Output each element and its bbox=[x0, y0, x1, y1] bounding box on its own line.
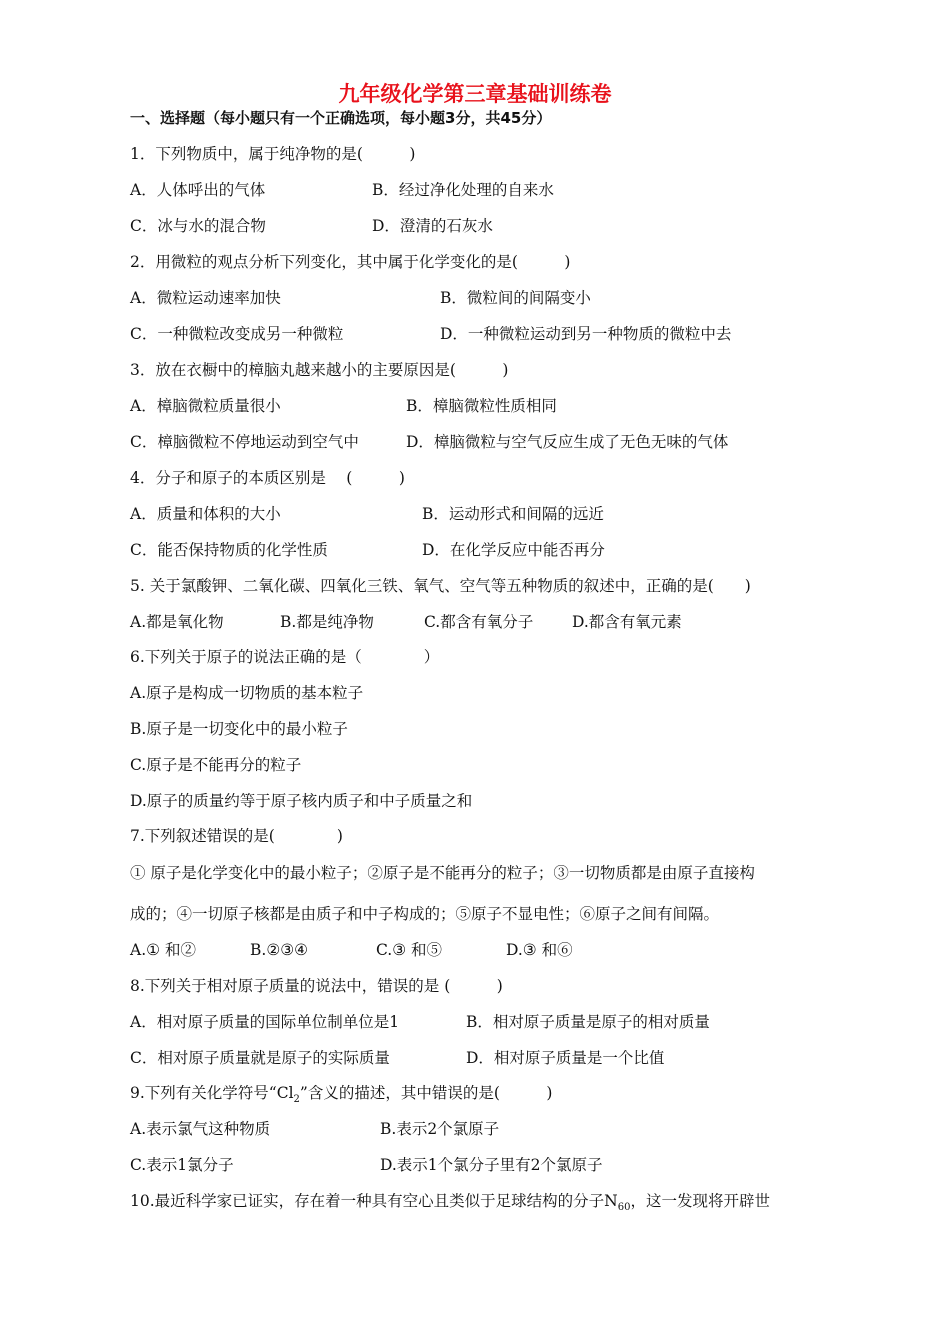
question-1-option-d: D．澄清的石灰水 bbox=[372, 217, 493, 235]
question-5-option-c: C.都含有氧分子 bbox=[424, 613, 534, 631]
question-5-option-d: D.都含有氧元素 bbox=[572, 613, 682, 631]
question-6-option-a: A.原子是构成一切物质的基本粒子 bbox=[130, 684, 364, 702]
question-2-option-d: D．一种微粒运动到另一种物质的微粒中去 bbox=[440, 325, 732, 343]
question-3-option-c: C．樟脑微粒不停地运动到空气中 bbox=[130, 433, 359, 451]
question-7-option-d: D.③ 和⑥ bbox=[506, 941, 573, 959]
question-10-stem-text: 10.最近科学家已证实，存在着一种具有空心且类似于足球结构的分子N bbox=[130, 1192, 618, 1210]
question-9-stem-text-end: ”含义的描述，其中错误的是( ) bbox=[299, 1084, 553, 1102]
question-10-stem bbox=[130, 1191, 770, 1218]
question-9-stem bbox=[130, 1083, 552, 1110]
question-9-option-b: B.表示2个氯原子 bbox=[380, 1120, 500, 1138]
question-4-option-b: B．运动形式和间隔的远近 bbox=[422, 505, 604, 523]
question-6-option-b: B.原子是一切变化中的最小粒子 bbox=[130, 720, 348, 738]
question-10-stem-text-end: ，这一发现将开辟世 bbox=[630, 1192, 770, 1210]
question-3-stem: 3．放在衣橱中的樟脑丸越来越小的主要原因是( ) bbox=[130, 361, 509, 379]
question-7-statements-line-1: ① 原子是化学变化中的最小粒子；②原子是不能再分的粒子；③一切物质都是由原子直接构 bbox=[130, 864, 755, 882]
question-8-option-d: D．相对原子质量是一个比值 bbox=[466, 1049, 665, 1067]
question-2-option-a: A．微粒运动速率加快 bbox=[130, 289, 281, 307]
exam-title: 九年级化学第三章基础训练卷 bbox=[338, 82, 612, 106]
question-4-option-c: C．能否保持物质的化学性质 bbox=[130, 541, 328, 559]
question-9-option-a: A.表示氯气这种物质 bbox=[130, 1120, 271, 1138]
question-1-option-c: C．冰与水的混合物 bbox=[130, 217, 266, 235]
question-8-option-c: C．相对原子质量就是原子的实际质量 bbox=[130, 1049, 390, 1067]
question-9-option-c: C.表示1氯分子 bbox=[130, 1156, 234, 1174]
question-4-option-d: D．在化学反应中能否再分 bbox=[422, 541, 605, 559]
question-7-stem: 7.下列叙述错误的是( ) bbox=[130, 827, 343, 845]
question-8-stem: 8.下列关于相对原子质量的说法中，错误的是 ( ) bbox=[130, 977, 503, 995]
question-3-option-b: B．樟脑微粒性质相同 bbox=[406, 397, 557, 415]
question-7-option-c: C.③ 和⑤ bbox=[376, 941, 443, 959]
question-4-option-a: A．质量和体积的大小 bbox=[130, 505, 281, 523]
question-3-option-a: A．樟脑微粒质量很小 bbox=[130, 397, 281, 415]
question-1-option-a: A．人体呼出的气体 bbox=[130, 181, 266, 199]
question-6-option-c: C.原子是不能再分的粒子 bbox=[130, 756, 302, 774]
question-1-stem: 1．下列物质中，属于纯净物的是( ) bbox=[130, 145, 416, 163]
question-6-option-d: D.原子的质量约等于原子核内质子和中子质量之和 bbox=[130, 792, 473, 810]
question-2-option-b: B．微粒间的间隔变小 bbox=[440, 289, 591, 307]
question-5-option-a: A.都是氧化物 bbox=[130, 613, 224, 631]
question-1-option-b: B．经过净化处理的自来水 bbox=[372, 181, 554, 199]
section-heading: 一、选择题（每小题只有一个正确选项，每小题3分，共45分） bbox=[130, 109, 552, 127]
question-8-option-a: A．相对原子质量的国际单位制单位是1 bbox=[130, 1013, 400, 1031]
question-2-option-c: C．一种微粒改变成另一种微粒 bbox=[130, 325, 344, 343]
question-7-statements-line-2: 成的；④一切原子核都是由质子和中子构成的；⑤原子不显电性；⑥原子之间有间隔。 bbox=[130, 905, 720, 923]
question-10-subscript: 60 bbox=[617, 1202, 631, 1214]
question-9-subscript: 2 bbox=[293, 1094, 300, 1106]
question-9-stem-text: 9.下列有关化学符号“Cl bbox=[130, 1084, 294, 1102]
question-3-option-d: D．樟脑微粒与空气反应生成了无色无味的气体 bbox=[406, 433, 729, 451]
question-6-stem: 6.下列关于原子的说法正确的是（ ） bbox=[130, 648, 440, 666]
question-8-option-b: B．相对原子质量是原子的相对质量 bbox=[466, 1013, 710, 1031]
question-4-stem: 4．分子和原子的本质区别是 ( ) bbox=[130, 469, 405, 487]
question-7-option-b: B.②③④ bbox=[250, 941, 309, 959]
question-5-stem: 5. 关于氯酸钾、二氧化碳、四氧化三铁、氧气、空气等五种物质的叙述中，正确的是( ) bbox=[130, 577, 751, 595]
question-9-option-d: D.表示1个氯分子里有2个氯原子 bbox=[380, 1156, 603, 1174]
question-5-option-b: B.都是纯净物 bbox=[280, 613, 374, 631]
question-2-stem: 2．用微粒的观点分析下列变化，其中属于化学变化的是( ) bbox=[130, 253, 571, 271]
question-7-option-a: A.① 和② bbox=[130, 941, 196, 959]
